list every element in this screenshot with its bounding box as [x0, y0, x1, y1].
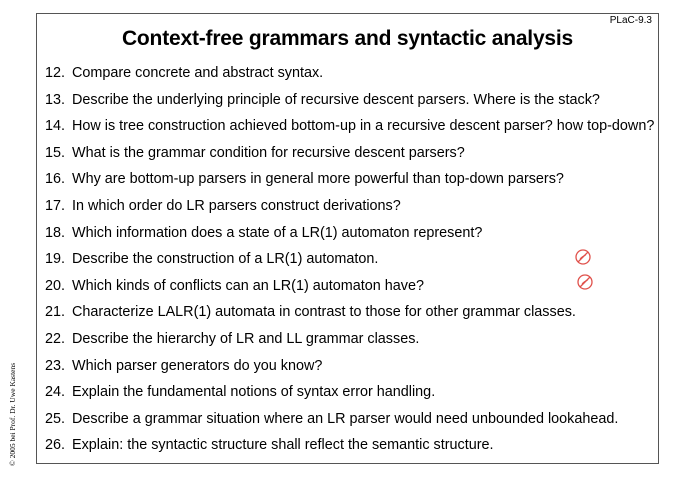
item-number: 25. — [45, 410, 66, 427]
item-text: Which kinds of conflicts can an LR(1) automaton have? — [72, 277, 424, 294]
list-item — [45, 117, 654, 144]
item-number: 21. — [45, 304, 66, 321]
item-text: Which parser generators do you know? — [72, 357, 323, 374]
list-item — [45, 383, 654, 410]
item-number: 12. — [45, 65, 66, 81]
page-title: Context-free grammars and syntactic analysis — [121, 27, 574, 50]
list-item — [45, 277, 654, 304]
copyright-notice: © 2005 bei Prof. Dr. Uwe Kastens — [8, 362, 17, 466]
list-item — [45, 250, 654, 277]
item-number: 22. — [45, 330, 66, 347]
prohibited-sign-icon — [574, 248, 592, 266]
item-number: 15. — [45, 144, 66, 161]
item-number: 24. — [45, 384, 66, 401]
item-number: 19. — [45, 251, 66, 268]
item-text: Why are bottom-up parsers in general more powerful than top-down parsers? — [72, 171, 564, 188]
item-number: 16. — [45, 171, 66, 188]
item-text: Characterize LALR(1) automata in contrast to those for other grammar classes. — [72, 304, 576, 321]
item-number: 23. — [45, 357, 66, 374]
item-text: What is the grammar condition for recursive descent parsers? — [72, 144, 465, 161]
list-item — [45, 410, 654, 437]
item-text: Compare concrete and abstract syntax. — [72, 65, 324, 81]
list-item — [45, 330, 654, 357]
list-item — [45, 64, 654, 91]
prohibited-sign-icon — [576, 273, 594, 291]
item-number: 14. — [45, 118, 66, 135]
item-text: Explain the fundamental notions of syntax error handling. — [72, 384, 436, 401]
item-text: How is tree construction achieved bottom-up in a recursive descent parser? how top-down? — [72, 118, 655, 135]
list-item — [45, 144, 654, 171]
item-text: Describe the underlying principle of recursive descent parsers. Where is the stack? — [72, 91, 600, 108]
list-item — [45, 357, 654, 384]
list-item — [45, 197, 654, 224]
item-text: Describe a grammar situation where an LR parser would need unbounded lookahead. — [72, 410, 619, 427]
list-item — [45, 436, 654, 463]
item-number: 20. — [45, 277, 66, 294]
list-item — [45, 224, 654, 251]
item-number: 13. — [45, 91, 66, 108]
slide-id: PLaC-9.3 — [609, 15, 652, 26]
item-text: Explain: the syntactic structure shall reflect the semantic structure. — [72, 437, 494, 454]
list-item — [45, 303, 654, 330]
item-text: In which order do LR parsers construct derivations? — [72, 197, 401, 214]
item-number: 18. — [45, 224, 66, 241]
item-text: Describe the hierarchy of LR and LL grammar classes. — [72, 330, 420, 347]
item-text: Describe the construction of a LR(1) automaton. — [72, 251, 379, 268]
item-text: Which information does a state of a LR(1) automaton represent? — [72, 224, 483, 241]
list-item — [45, 170, 654, 197]
item-number: 17. — [45, 197, 66, 214]
question-list — [45, 64, 654, 463]
item-number: 26. — [45, 437, 66, 454]
list-item — [45, 91, 654, 118]
